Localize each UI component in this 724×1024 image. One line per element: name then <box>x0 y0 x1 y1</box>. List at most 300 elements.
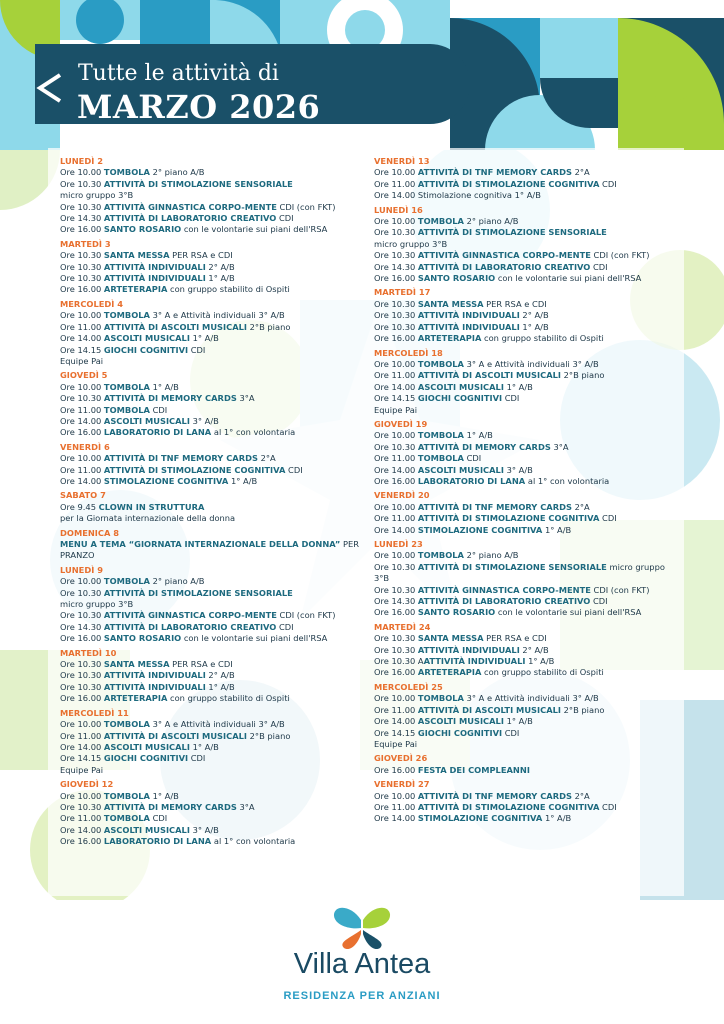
line-suffix: al 1° con volontaria <box>525 475 610 486</box>
activity-line <box>374 430 674 441</box>
activity-name: TOMBOLA <box>417 550 464 561</box>
activity-line <box>60 802 360 813</box>
line-suffix: 1° A/B <box>205 681 235 692</box>
day-block <box>60 708 360 776</box>
activity-name: LABORATORIO DI LANA <box>103 427 212 438</box>
line-suffix: 1° A/B <box>189 333 219 344</box>
activity-name: TOMBOLA <box>103 790 150 801</box>
activity-line <box>374 513 674 524</box>
line-suffix: CDI <box>590 261 608 272</box>
activity-name: ASCOLTI MUSICALI <box>103 824 190 835</box>
activity-name: ARTETERAPIA <box>103 693 168 704</box>
line-suffix: 2° piano A/B <box>149 167 205 178</box>
activity-name: ARTETERAPIA <box>417 667 482 678</box>
line-prefix: Ore 14.30 <box>374 261 418 272</box>
activity-line <box>374 705 674 716</box>
activity-name: ASCOLTI MUSICALI <box>417 716 504 727</box>
activity-name: ATTIVITÀ INDIVIDUALI <box>103 261 206 272</box>
activity-line <box>60 813 360 824</box>
line-prefix: Ore 14.00 <box>60 475 104 486</box>
activity-name: ATTIVITÀ DI STIMOLAZIONE SENSORIALE <box>417 227 607 238</box>
activity-name: ATTIVITÀ DI STIMOLAZIONE COGNITIVA <box>417 513 600 524</box>
activity-line <box>374 633 674 644</box>
line-prefix: Ore 10.30 <box>60 261 104 272</box>
line-prefix: Ore 16.00 <box>374 273 418 284</box>
activity-name: ATTIVITÀ DI STIMOLAZIONE SENSORIALE <box>103 587 293 598</box>
line-suffix: PER RSA e CDI <box>483 633 547 644</box>
activity-name: ATTIVITÀ DI LABORATORIO CREATIVO <box>417 261 591 272</box>
line-suffix: 3° A e Attività individuali 3° A/B <box>149 719 285 730</box>
activity-name: ATTIVITÀ GINNASTICA CORPO-MENTE <box>417 584 591 595</box>
activity-line <box>60 322 360 333</box>
line-suffix: CDI (con FKT) <box>276 201 336 212</box>
logo-subtitle: RESIDENZA PER ANZIANI <box>283 990 441 1002</box>
schedule-right-column <box>374 156 674 828</box>
day-heading: MERCOLEDÌ 11 <box>60 707 129 718</box>
line-suffix: 2° piano A/B <box>149 576 205 587</box>
activity-line <box>60 633 360 644</box>
activity-name: ATTIVITÀ DI STIMOLAZIONE SENSORIALE <box>103 178 293 189</box>
activity-line <box>374 791 674 802</box>
line-prefix: Ore 14.30 <box>374 596 418 607</box>
activity-name: ATTIVITÀ DI ASCOLTI MUSICALI <box>103 321 248 332</box>
activity-line <box>374 382 674 393</box>
line-prefix: Ore 14.30 <box>60 621 104 632</box>
line-suffix: 2°B piano <box>247 730 291 741</box>
butterfly-icon <box>334 908 390 949</box>
line-suffix: CDI <box>599 178 617 189</box>
line-suffix: CDI <box>285 464 303 475</box>
line-prefix: Ore 16.00 <box>374 607 418 618</box>
day-heading: MARTEDÌ 24 <box>374 621 431 632</box>
line-prefix: Ore 14.00 <box>60 415 104 426</box>
line-prefix: Ore 11.00 <box>60 813 104 824</box>
day-block <box>374 348 674 416</box>
activity-line <box>374 216 674 227</box>
activity-name: ATTIVITÀ INDIVIDUALI <box>423 656 526 667</box>
line-prefix: Ore 11.00 <box>60 404 104 415</box>
line-prefix: Ore 11.00 <box>374 453 418 464</box>
line-prefix: Ore 10.00 <box>60 310 104 321</box>
line-prefix: Ore 10.00 <box>374 430 418 441</box>
line-suffix: 1° A/B <box>542 813 572 824</box>
activity-line <box>374 728 674 739</box>
line-prefix: Ore 14.15 <box>60 753 104 764</box>
activity-name: SANTA MESSA <box>103 659 170 670</box>
activity-line <box>60 213 360 224</box>
line-suffix: CDI <box>463 453 482 464</box>
line-suffix: PER RSA e CDI <box>169 659 233 670</box>
line-suffix: 1° A/B <box>525 656 555 667</box>
activity-line <box>374 739 674 750</box>
activity-line <box>60 610 360 621</box>
day-block <box>60 299 360 367</box>
day-block <box>60 565 360 645</box>
activity-line <box>60 284 360 295</box>
line-suffix: PER RSA e CDI <box>169 250 233 261</box>
line-prefix: Ore 10.00 <box>60 381 104 392</box>
line-prefix: Ore 10.30 <box>60 610 104 621</box>
line-suffix: CDI <box>276 621 294 632</box>
activity-line <box>60 670 360 681</box>
activity-line <box>374 167 674 178</box>
line-suffix: al 1° con volontaria <box>211 427 296 438</box>
activity-line <box>60 190 360 201</box>
line-suffix: CDI <box>599 513 617 524</box>
activity-name: ATTIVITÀ INDIVIDUALI <box>103 670 206 681</box>
day-heading: LUNEDÌ 2 <box>60 156 103 166</box>
activity-line <box>374 562 674 585</box>
activity-name: TOMBOLA <box>103 167 150 178</box>
line-prefix: micro gruppo 3°B <box>60 190 134 201</box>
activity-name: ATTIVITÀ DI LABORATORIO CREATIVO <box>417 596 591 607</box>
line-suffix: CDI <box>149 404 168 415</box>
activity-line <box>374 502 674 513</box>
activity-name: ATTIVITÀ INDIVIDUALI <box>103 273 206 284</box>
line-suffix: 3° A e Attività individuali 3° A/B <box>463 358 599 369</box>
activity-line <box>374 273 674 284</box>
line-prefix: Ore 10.00 <box>374 501 418 512</box>
line-prefix: Ore 10.30 <box>60 273 104 284</box>
activity-line <box>60 502 360 513</box>
line-prefix: Ore 10.00 <box>60 576 104 587</box>
line-prefix: Ore 10.30 <box>374 633 418 644</box>
day-block <box>374 753 674 776</box>
activity-name: TOMBOLA <box>417 693 464 704</box>
activity-line <box>374 667 674 678</box>
activity-line <box>374 656 674 667</box>
line-suffix: 1° A/B <box>189 741 219 752</box>
line-prefix: Ore 10.00 <box>60 167 104 178</box>
activity-line <box>60 465 360 476</box>
line-prefix: Ore 10.00 <box>60 790 104 801</box>
activity-line <box>60 682 360 693</box>
line-prefix: Equipe Pai <box>374 738 418 749</box>
line-suffix: 2°B piano <box>561 704 605 715</box>
day-heading: MARTEDÌ 3 <box>60 238 111 249</box>
activity-line <box>60 382 360 393</box>
line-prefix: Ore 10.30 <box>60 178 104 189</box>
line-prefix: Ore 10.30 <box>374 561 418 572</box>
activity-name: SANTO ROSARIO <box>417 273 496 284</box>
line-prefix: Ore 11.00 <box>60 321 104 332</box>
line-prefix: Ore 11.00 <box>60 730 104 741</box>
line-suffix: con gruppo stabilito di Ospiti <box>481 333 604 344</box>
day-heading: VENERDÌ 6 <box>60 441 110 452</box>
line-prefix: Ore 10.30 <box>374 441 418 452</box>
line-suffix: 2°A <box>571 790 590 801</box>
activity-name: ASCOLTI MUSICALI <box>417 464 504 475</box>
activity-name: ATTIVITÀ INDIVIDUALI <box>417 321 520 332</box>
activity-line <box>374 250 674 261</box>
line-prefix: Ore 10.00 <box>60 719 104 730</box>
activity-line <box>374 645 674 656</box>
line-prefix: Ore 16.00 <box>60 633 104 644</box>
activity-line <box>60 576 360 587</box>
activity-line <box>60 791 360 802</box>
line-suffix: micro gruppo 3°B <box>374 561 665 584</box>
line-prefix: Ore 10.00 <box>374 167 418 178</box>
activity-name: ATTIVITÀ DI STIMOLAZIONE COGNITIVA <box>417 801 600 812</box>
line-suffix: CDI <box>188 753 206 764</box>
activity-name: TOMBOLA <box>103 381 150 392</box>
activity-line <box>374 393 674 404</box>
activity-line <box>374 802 674 813</box>
line-prefix: Ore 16.00 <box>60 836 104 847</box>
line-suffix: 2° A/B <box>205 261 235 272</box>
day-block <box>374 287 674 344</box>
line-suffix: CDI <box>502 727 520 738</box>
line-suffix: 2° piano A/B <box>463 216 519 227</box>
activity-line <box>374 813 674 824</box>
activity-name: GIOCHI COGNITIVI <box>417 393 503 404</box>
activity-name: SANTA MESSA <box>417 633 484 644</box>
line-suffix: 3° A/B <box>189 824 219 835</box>
line-suffix: con gruppo stabilito di Ospiti <box>167 693 290 704</box>
line-suffix: CDI <box>276 213 294 224</box>
activity-name: ATTIVITÀ DI TNF MEMORY CARDS <box>103 453 258 464</box>
activity-name: ATTIVITÀ DI TNF MEMORY CARDS <box>417 790 572 801</box>
line-prefix: Ore 14.30 <box>60 213 104 224</box>
activity-line <box>60 333 360 344</box>
line-suffix: CDI <box>188 344 206 355</box>
activity-name: ATTIVITÀ DI TNF MEMORY CARDS <box>417 167 572 178</box>
activity-line <box>60 262 360 273</box>
activity-line <box>374 453 674 464</box>
activity-line <box>60 622 360 633</box>
activity-line <box>374 190 674 201</box>
activity-name: TOMBOLA <box>417 358 464 369</box>
activity-name: TOMBOLA <box>103 576 150 587</box>
activity-name: ARTETERAPIA <box>417 333 482 344</box>
line-prefix: Ore 10.00 <box>60 453 104 464</box>
line-suffix: con le volontarie sui piani dell'RSA <box>495 273 642 284</box>
line-prefix: Ore 14.00 <box>374 464 418 475</box>
activity-name: ARTETERAPIA <box>103 284 168 295</box>
activity-name: TOMBOLA <box>417 430 464 441</box>
activity-line <box>60 179 360 190</box>
line-suffix: con gruppo stabilito di Ospiti <box>167 284 290 295</box>
line-prefix: micro gruppo 3°B <box>60 599 134 610</box>
activity-line <box>374 442 674 453</box>
day-heading: DOMENICA 8 <box>60 527 120 538</box>
line-prefix: Ore 10.30 <box>374 310 418 321</box>
activity-name: ATTIVITÀ GINNASTICA CORPO-MENTE <box>103 201 277 212</box>
activity-line <box>60 224 360 235</box>
activity-line <box>60 765 360 776</box>
activity-line <box>60 345 360 356</box>
activity-line <box>60 693 360 704</box>
line-suffix: con le volontarie sui piani dell'RSA <box>181 224 328 235</box>
activity-line <box>60 599 360 610</box>
line-prefix: Ore 10.30 <box>60 801 104 812</box>
line-prefix: Ore 14.00 <box>60 333 104 344</box>
line-suffix: 2° piano A/B <box>463 550 519 561</box>
activity-name: ATTIVITÀ INDIVIDUALI <box>417 310 520 321</box>
day-block <box>60 490 360 524</box>
line-prefix: Equipe Pai <box>374 404 418 415</box>
line-suffix: al 1° con volontaria <box>211 836 296 847</box>
day-block <box>374 205 674 285</box>
activity-line <box>60 836 360 847</box>
activity-name: ATTIVITÀ DI STIMOLAZIONE COGNITIVA <box>103 464 286 475</box>
activity-line <box>374 359 674 370</box>
activity-name: ASCOLTI MUSICALI <box>103 741 190 752</box>
activity-line <box>60 250 360 261</box>
line-prefix: Ore 9.45 <box>60 501 99 512</box>
line-suffix: 2° A/B <box>519 310 549 321</box>
day-heading: VENERDÌ 20 <box>374 490 430 501</box>
activity-name: ATTIVITÀ GINNASTICA CORPO-MENTE <box>103 610 277 621</box>
schedule-left-column <box>60 156 360 851</box>
activity-name: SANTO ROSARIO <box>103 224 182 235</box>
activity-name: ATTIVITÀ DI MEMORY CARDS <box>417 441 551 452</box>
activity-line <box>374 370 674 381</box>
line-prefix: Ore 16.00 <box>374 475 418 486</box>
day-block <box>60 370 360 438</box>
activity-line <box>60 427 360 438</box>
line-prefix: Ore 14.15 <box>60 344 104 355</box>
activity-name: ATTIVITÀ DI STIMOLAZIONE SENSORIALE <box>417 561 607 572</box>
line-prefix: Ore 16.00 <box>374 764 418 775</box>
activity-name: ATTIVITÀ DI ASCOLTI MUSICALI <box>417 370 562 381</box>
line-prefix: Ore 11.00 <box>374 370 418 381</box>
activity-line <box>374 227 674 238</box>
line-suffix: 2°A <box>571 167 590 178</box>
line-prefix: Ore 14.00 Stimolazione cognitiva 1° A/B <box>374 190 541 201</box>
activity-name: TOMBOLA <box>103 813 150 824</box>
activity-line <box>374 299 674 310</box>
line-prefix: Ore 10.30 <box>374 321 418 332</box>
line-suffix: 2°A <box>571 501 590 512</box>
line-suffix: 3° A/B <box>503 464 533 475</box>
activity-line <box>60 202 360 213</box>
line-prefix: Ore 10.30 <box>60 659 104 670</box>
line-suffix: 1° A/B <box>503 381 533 392</box>
activity-line <box>60 825 360 836</box>
activity-name: TOMBOLA <box>103 719 150 730</box>
line-prefix: Ore 10.00 <box>374 216 418 227</box>
line-prefix: Ore 10.30 <box>60 393 104 404</box>
day-heading: GIOVEDÌ 19 <box>374 418 428 429</box>
line-suffix: 1° A/B <box>149 790 179 801</box>
day-block <box>60 156 360 236</box>
line-suffix: CDI <box>599 801 617 812</box>
line-suffix: 3°A <box>236 801 255 812</box>
page-title: MARZO 2026 <box>77 88 321 126</box>
activity-line <box>374 585 674 596</box>
activity-line <box>60 453 360 464</box>
line-suffix: 3°A <box>550 441 569 452</box>
line-suffix: CDI <box>502 393 520 404</box>
activity-line <box>60 513 360 524</box>
line-suffix: 3° A/B <box>189 415 219 426</box>
activity-line <box>374 525 674 536</box>
activity-line <box>60 476 360 487</box>
activity-line <box>374 239 674 250</box>
day-heading: MERCOLEDÌ 18 <box>374 347 443 358</box>
activity-name: ATTIVITÀ DI MEMORY CARDS <box>103 801 237 812</box>
day-block <box>374 682 674 750</box>
activity-name: ATTIVITÀ DI STIMOLAZIONE COGNITIVA <box>417 178 600 189</box>
line-suffix: 1° A/B <box>228 475 258 486</box>
line-prefix: Ore 10.00 <box>374 790 418 801</box>
activity-line <box>60 742 360 753</box>
day-block <box>60 239 360 296</box>
day-heading: GIOVEDÌ 26 <box>374 753 428 764</box>
line-prefix: Ore 11.00 <box>60 464 104 475</box>
activity-name: CLOWN IN STRUTTURA <box>98 501 205 512</box>
activity-name: ATTIVITÀ GINNASTICA CORPO-MENTE <box>417 250 591 261</box>
activity-name: FESTA DEI COMPLEANNI <box>417 764 530 775</box>
day-block <box>374 156 674 202</box>
line-suffix: PER RSA e CDI <box>483 298 547 309</box>
activity-line <box>374 693 674 704</box>
activity-name: STIMOLAZIONE COGNITIVA <box>103 475 229 486</box>
line-prefix: Ore 10.00 <box>374 358 418 369</box>
activity-line <box>374 596 674 607</box>
line-prefix: Ore 14.15 <box>374 393 418 404</box>
line-suffix: 3° A e Attività individuali 3° A/B <box>149 310 285 321</box>
activity-line <box>60 719 360 730</box>
activity-name: STIMOLAZIONE COGNITIVA <box>417 524 543 535</box>
line-suffix: con le volontarie sui piani dell'RSA <box>495 607 642 618</box>
activity-name: ATTIVITÀ DI MEMORY CARDS <box>103 393 237 404</box>
activity-name: LABORATORIO DI LANA <box>103 836 212 847</box>
day-heading: VENERDÌ 13 <box>374 156 430 166</box>
line-prefix: Ore 16.00 <box>60 284 104 295</box>
line-suffix: 2° A/B <box>519 644 549 655</box>
line-suffix: CDI (con FKT) <box>276 610 336 621</box>
line-suffix: CDI (con FKT) <box>590 584 650 595</box>
activity-line <box>374 405 674 416</box>
activity-line <box>374 465 674 476</box>
line-suffix: 2° A/B <box>205 670 235 681</box>
activity-name: TOMBOLA <box>417 216 464 227</box>
activity-name: STIMOLAZIONE COGNITIVA <box>417 813 543 824</box>
day-heading: SABATO 7 <box>60 490 106 501</box>
line-suffix: 2°A <box>257 453 276 464</box>
activity-name: SANTO ROSARIO <box>417 607 496 618</box>
line-prefix: Ore 10.30 <box>60 670 104 681</box>
activity-line <box>374 716 674 727</box>
activity-name: SANTO ROSARIO <box>103 633 182 644</box>
activity-line <box>374 476 674 487</box>
line-prefix: Ore 10.30 <box>60 587 104 598</box>
day-heading: MARTEDÌ 10 <box>60 647 117 658</box>
day-heading: GIOVEDÌ 5 <box>60 370 108 381</box>
day-block <box>60 779 360 847</box>
line-prefix: Ore 11.00 <box>374 704 418 715</box>
activity-name: ATTIVITÀ DI LABORATORIO CREATIVO <box>103 621 277 632</box>
activity-line <box>374 607 674 618</box>
day-heading: LUNEDÌ 9 <box>60 564 103 575</box>
line-prefix: Ore 16.00 <box>60 693 104 704</box>
line-suffix: 3°A <box>236 393 255 404</box>
line-prefix: Ore 10.00 <box>374 693 418 704</box>
line-prefix: Ore 14.00 <box>374 524 418 535</box>
line-prefix: Ore 14.00 <box>60 824 104 835</box>
activity-line <box>60 539 360 562</box>
line-prefix: Ore 11.00 <box>374 513 418 524</box>
day-block <box>60 442 360 488</box>
line-prefix: Ore 10.30 <box>374 584 418 595</box>
day-block <box>374 539 674 619</box>
day-block <box>374 622 674 679</box>
activity-line <box>374 765 674 776</box>
line-suffix: 3° A e Attività individuali 3° A/B <box>463 693 599 704</box>
activity-name: GIOCHI COGNITIVI <box>103 344 189 355</box>
